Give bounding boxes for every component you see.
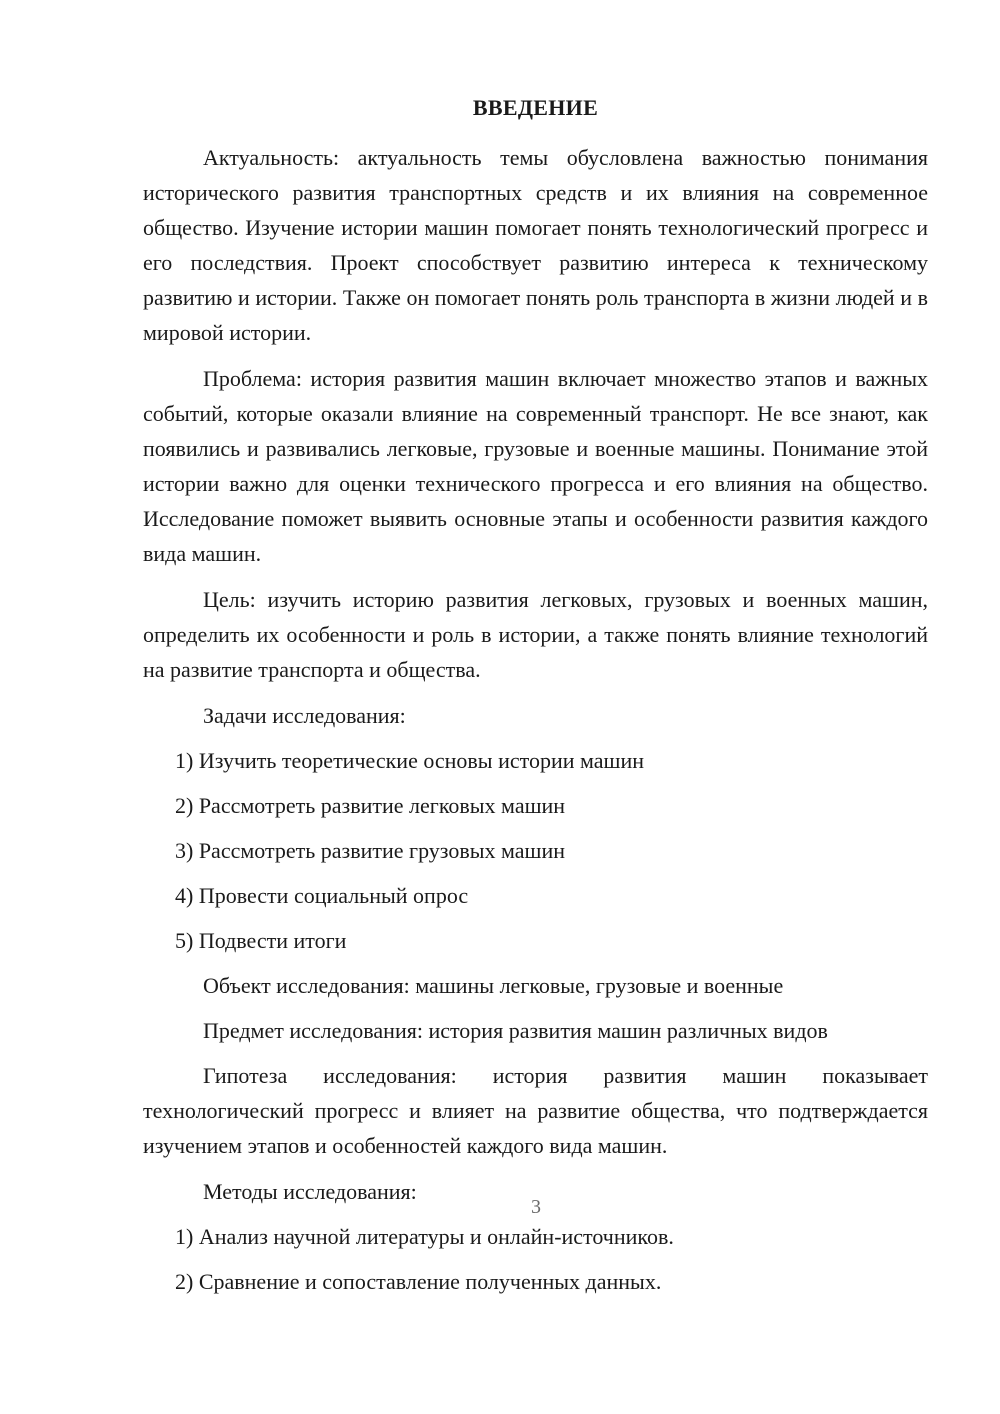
method-item: 2) Сравнение и сопоставление полученных данных. (175, 1269, 662, 1294)
task-item: 3) Рассмотреть развитие грузовых машин (175, 838, 566, 863)
tasks-heading: Задачи исследования: (203, 703, 406, 728)
paragraph-relevance: Актуальность: актуальность темы обусловлена важностью понимания исторического развития транспортных средств и их влияния на современное общество. Изучение истории машин помогает понять технологический прогресс и его последствия. Проект способствует развитию интереса к техническому развитию и истории. Также он помогает понять роль транспорта в жизни людей и в мировой истории. (143, 145, 928, 345)
document-page (143, 93, 928, 1309)
page-number: 3 (531, 1196, 541, 1218)
paragraph-goal: Цель: изучить историю развития легковых, грузовых и военных машин, определить их особенности и роль в истории, а также понять влияние технологий на развитие транспорта и общества. (143, 587, 928, 682)
paragraph-hypothesis: Гипотеза исследования: история развития машин показывает технологический прогресс и влияет на развитие общества, что подтверждается изучением этапов и особенностей каждого вида машин. (143, 1063, 928, 1158)
task-item: 4) Провести социальный опрос (175, 883, 469, 908)
document-title: ВВЕДЕНИЕ (472, 95, 599, 120)
task-item: 5) Подвести итоги (175, 928, 347, 953)
paragraph-problem: Проблема: история развития машин включает множество этапов и важных событий, которые оказали влияние на современный транспорт. Не все знают, как появились и развивались легковые, грузовые и военные машины. Понимание этой истории важно для оценки технического прогресса и его влияния на общество. Исследование поможет выявить основные этапы и особенности развития каждого вида машин. (143, 366, 928, 566)
research-object: Объект исследования: машины легковые, грузовые и военные (203, 973, 784, 998)
research-subject: Предмет исследования: история развития машин различных видов (203, 1018, 828, 1043)
methods-heading: Методы исследования: (203, 1179, 417, 1204)
method-item: 1) Анализ научной литературы и онлайн-источников. (175, 1224, 674, 1249)
task-item: 1) Изучить теоретические основы истории машин (175, 748, 645, 773)
task-item: 2) Рассмотреть развитие легковых машин (175, 793, 566, 818)
